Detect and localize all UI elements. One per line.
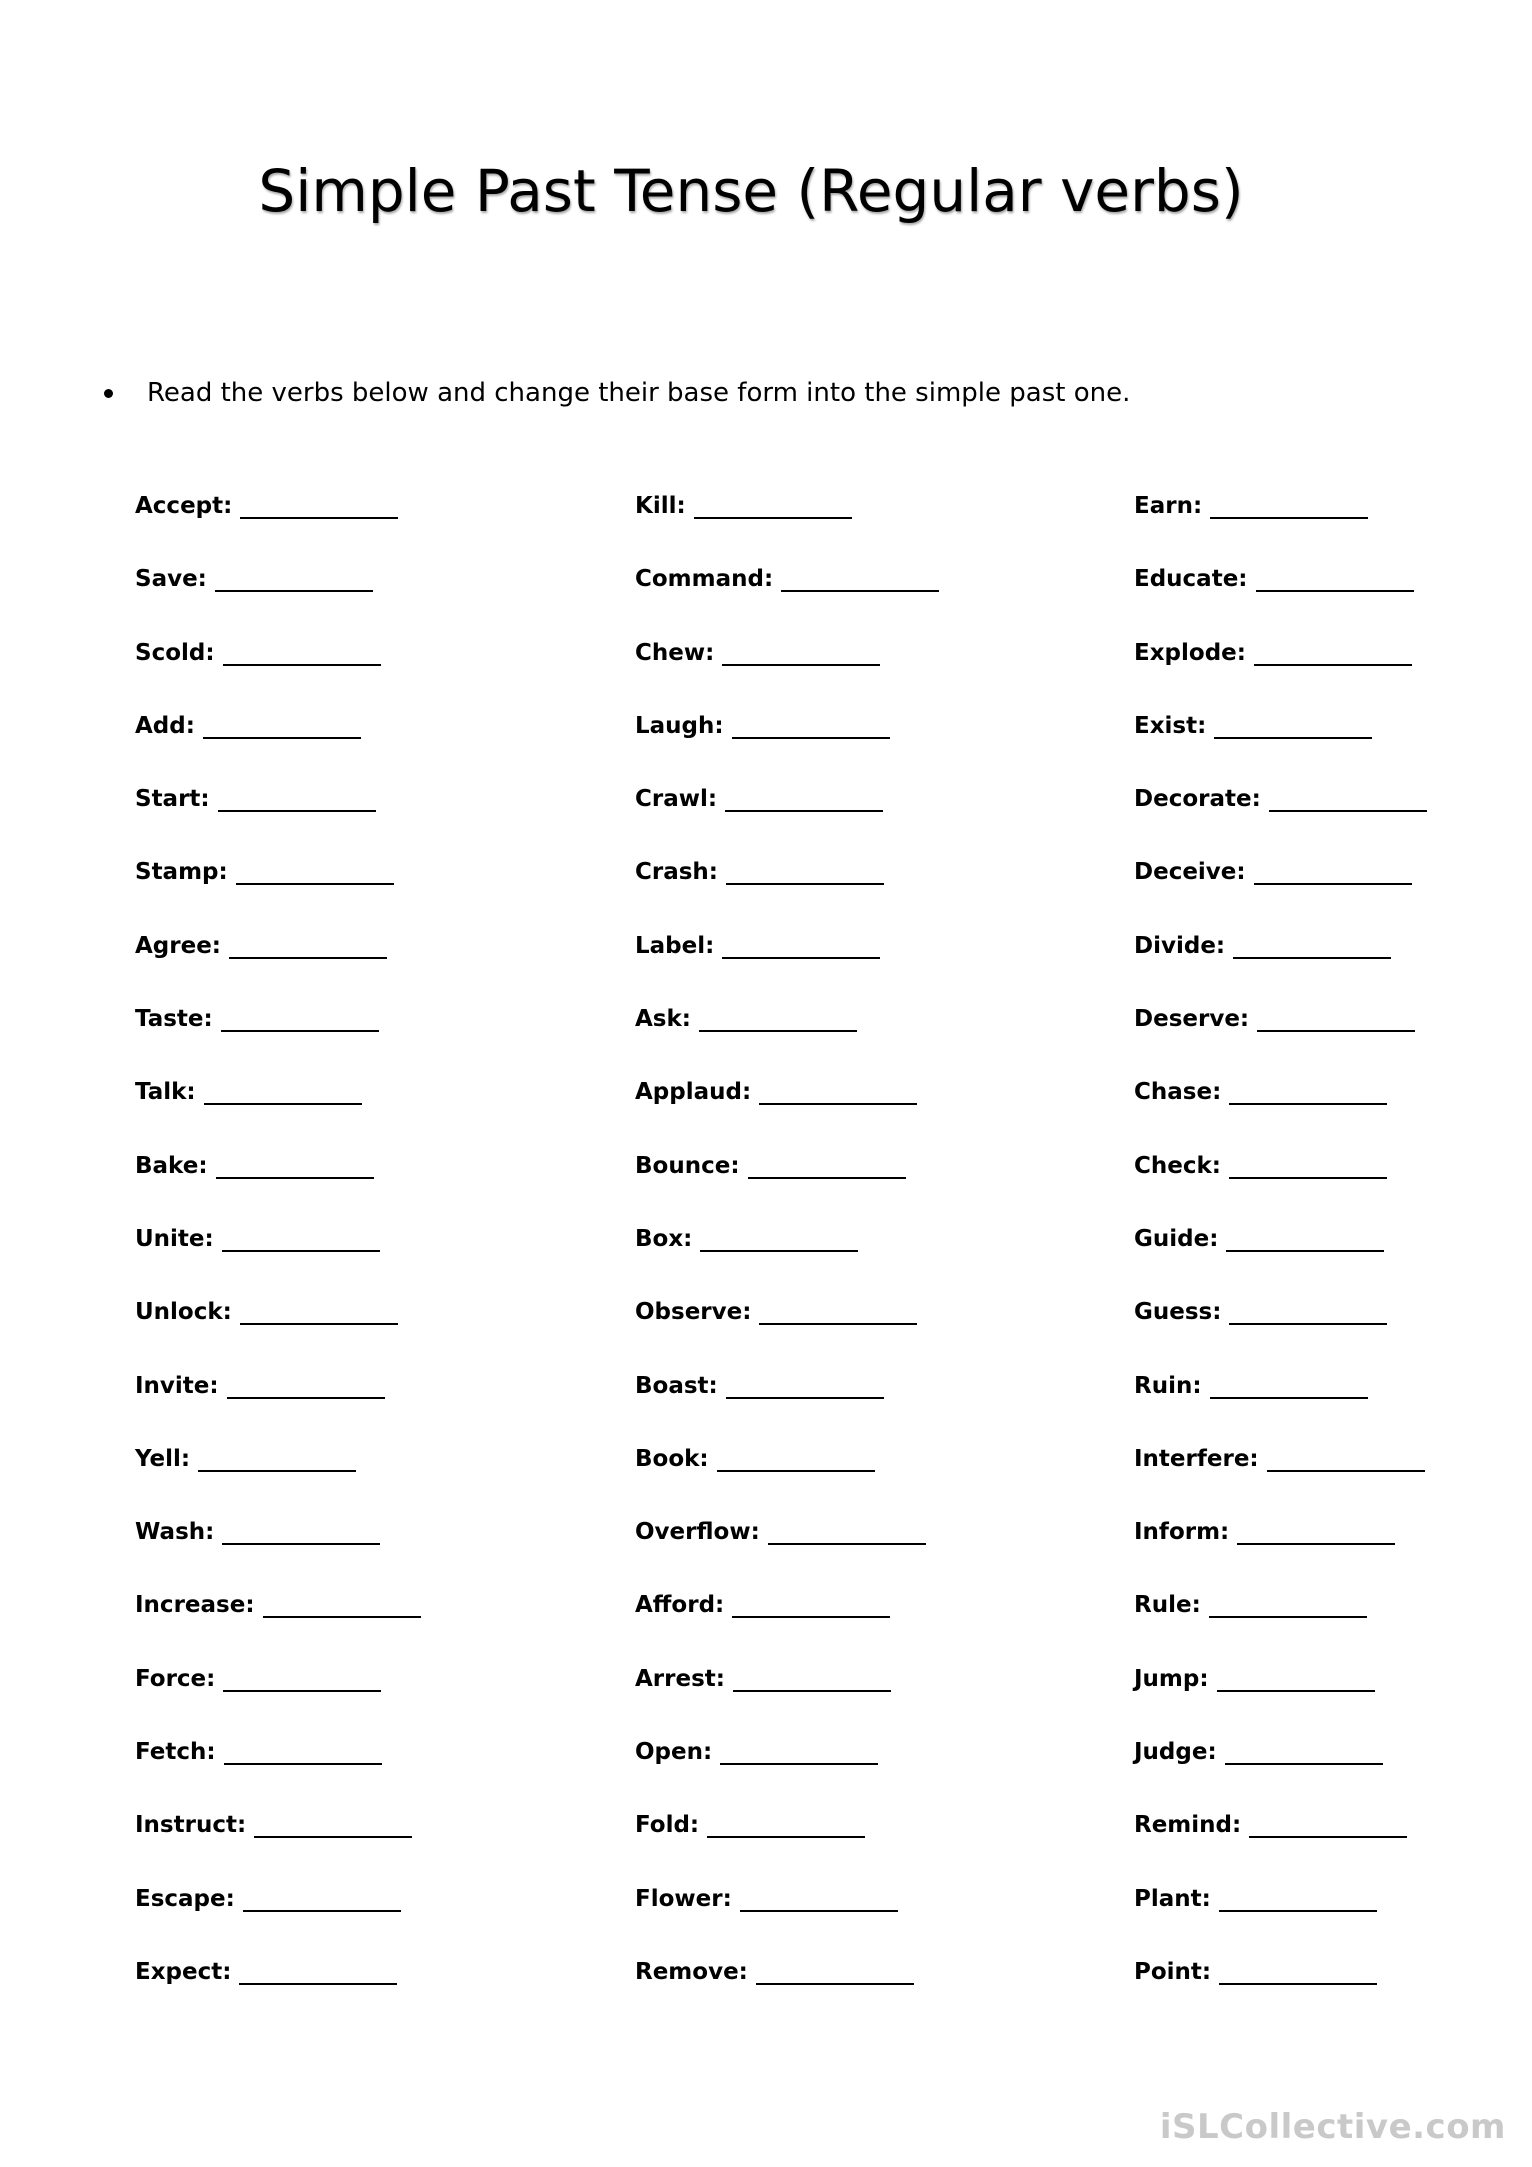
- verb-item: [635, 1372, 939, 1445]
- verb-item: [635, 639, 939, 712]
- verb-label: Stamp:: [135, 859, 228, 886]
- answer-blank[interactable]: [1210, 492, 1368, 519]
- verb-item: [135, 565, 421, 638]
- verb-item: [635, 932, 939, 1005]
- verb-label: Label:: [635, 932, 715, 959]
- verb-item: [635, 1591, 939, 1664]
- answer-blank[interactable]: [240, 1298, 398, 1325]
- verb-label: Chew:: [635, 639, 715, 666]
- verb-label: Explode:: [1134, 639, 1246, 666]
- verb-item: [635, 492, 939, 565]
- verb-item: [635, 565, 939, 638]
- verb-item: [135, 785, 421, 858]
- verb-label: Invite:: [135, 1372, 219, 1399]
- verb-label: Wash:: [135, 1519, 215, 1546]
- answer-blank[interactable]: [239, 1958, 397, 1985]
- instruction-item: [104, 378, 1130, 408]
- verb-item: [635, 1738, 939, 1811]
- verb-label: Remind:: [1134, 1812, 1242, 1839]
- verb-label: Bake:: [135, 1152, 208, 1179]
- verb-column-1: [135, 492, 421, 2031]
- answer-blank[interactable]: [1229, 1078, 1387, 1105]
- verb-label: Chase:: [1134, 1079, 1222, 1106]
- verb-item: [135, 1372, 421, 1445]
- answer-blank[interactable]: [726, 1372, 884, 1399]
- verb-column-2: [635, 492, 939, 2031]
- verb-label: Unlock:: [135, 1299, 232, 1326]
- answer-blank[interactable]: [781, 565, 939, 592]
- verb-label: Remove:: [635, 1958, 748, 1985]
- answer-blank[interactable]: [1254, 858, 1412, 885]
- verb-label: Educate:: [1134, 566, 1248, 593]
- verb-item: [135, 712, 421, 785]
- verb-label: Agree:: [135, 932, 222, 959]
- answer-blank[interactable]: [222, 1518, 380, 1545]
- answer-blank[interactable]: [700, 1225, 858, 1252]
- answer-blank[interactable]: [203, 712, 361, 739]
- answer-blank[interactable]: [236, 858, 394, 885]
- verb-item: [135, 858, 421, 931]
- verb-label: Boast:: [635, 1372, 718, 1399]
- answer-blank[interactable]: [722, 639, 880, 666]
- answer-blank[interactable]: [1219, 1958, 1377, 1985]
- verb-label: Start:: [135, 786, 210, 813]
- answer-blank[interactable]: [1237, 1518, 1395, 1545]
- verb-item: [1134, 1738, 1427, 1811]
- answer-blank[interactable]: [768, 1518, 926, 1545]
- verb-item: [135, 1885, 421, 1958]
- verb-label: Applaud:: [635, 1079, 752, 1106]
- answer-blank[interactable]: [224, 1738, 382, 1765]
- answer-blank[interactable]: [204, 1078, 362, 1105]
- answer-blank[interactable]: [221, 1005, 379, 1032]
- answer-blank[interactable]: [254, 1811, 412, 1838]
- verb-item: [1134, 1811, 1427, 1884]
- verb-label: Jump:: [1134, 1665, 1209, 1692]
- answer-blank[interactable]: [1214, 712, 1372, 739]
- answer-blank[interactable]: [1210, 1372, 1368, 1399]
- verb-item: [635, 1811, 939, 1884]
- answer-blank[interactable]: [707, 1811, 865, 1838]
- verb-item: [135, 1958, 421, 2031]
- verb-item: [135, 639, 421, 712]
- verb-item: [135, 1005, 421, 1078]
- verb-label: Judge:: [1134, 1739, 1217, 1766]
- verb-label: Guess:: [1134, 1299, 1222, 1326]
- verb-item: [1134, 1225, 1427, 1298]
- answer-blank[interactable]: [722, 932, 880, 959]
- verb-column-3: [1134, 492, 1427, 2031]
- verb-item: [1134, 1372, 1427, 1445]
- answer-blank[interactable]: [229, 932, 387, 959]
- verb-label: Increase:: [135, 1592, 255, 1619]
- verb-label: Escape:: [135, 1885, 235, 1912]
- answer-blank[interactable]: [215, 565, 373, 592]
- verb-label: Rule:: [1134, 1592, 1201, 1619]
- answer-blank[interactable]: [725, 785, 883, 812]
- verb-item: [135, 1665, 421, 1738]
- verb-label: Earn:: [1134, 493, 1203, 519]
- verb-label: Add:: [135, 712, 195, 739]
- verb-label: Box:: [635, 1225, 693, 1252]
- answer-blank[interactable]: [1233, 932, 1391, 959]
- verb-item: [635, 1958, 939, 2031]
- verb-label: Exist:: [1134, 712, 1207, 739]
- verb-label: Crawl:: [635, 786, 718, 813]
- verb-item: [1134, 1885, 1427, 1958]
- verb-item: [1134, 858, 1427, 931]
- answer-blank[interactable]: [223, 1665, 381, 1692]
- verb-item: [635, 1225, 939, 1298]
- answer-blank[interactable]: [223, 639, 381, 666]
- verb-label: Interfere:: [1134, 1445, 1259, 1472]
- verb-label: Unite:: [135, 1225, 214, 1252]
- verb-item: [1134, 565, 1427, 638]
- answer-blank[interactable]: [748, 1152, 906, 1179]
- answer-blank[interactable]: [1217, 1665, 1375, 1692]
- verb-label: Talk:: [135, 1079, 196, 1106]
- watermark-text: iSLCollective.com: [1159, 2107, 1506, 2147]
- verb-label: Ask:: [635, 1006, 691, 1033]
- verb-label: Observe:: [635, 1299, 752, 1326]
- answer-blank[interactable]: [243, 1885, 401, 1912]
- verb-item: [135, 1078, 421, 1151]
- verb-item: [635, 1665, 939, 1738]
- verb-item: [635, 712, 939, 785]
- answer-blank[interactable]: [699, 1005, 857, 1032]
- verb-item: [1134, 1591, 1427, 1664]
- verb-item: [1134, 1005, 1427, 1078]
- answer-blank[interactable]: [720, 1738, 878, 1765]
- verb-item: [135, 1225, 421, 1298]
- verb-label: Check:: [1134, 1152, 1221, 1179]
- answer-blank[interactable]: [1226, 1225, 1384, 1252]
- verb-item: [1134, 492, 1427, 565]
- answer-blank[interactable]: [726, 858, 884, 885]
- answer-blank[interactable]: [216, 1152, 374, 1179]
- instruction-text: Read the verbs below and change their base form into the simple past one.: [147, 378, 1131, 408]
- verb-item: [1134, 1152, 1427, 1225]
- answer-blank[interactable]: [218, 785, 376, 812]
- answer-blank[interactable]: [227, 1372, 385, 1399]
- answer-blank[interactable]: [1229, 1152, 1387, 1179]
- verb-label: Arrest:: [635, 1665, 725, 1692]
- verb-label: Deceive:: [1134, 859, 1246, 886]
- verb-label: Fold:: [635, 1812, 700, 1839]
- verb-label: Accept:: [135, 493, 233, 519]
- verb-label: Guide:: [1134, 1225, 1219, 1252]
- answer-blank[interactable]: [717, 1445, 875, 1472]
- verb-item: [135, 1591, 421, 1664]
- verb-label: Save:: [135, 566, 207, 593]
- verb-item: [135, 492, 421, 565]
- answer-blank[interactable]: [732, 712, 890, 739]
- verb-label: Laugh:: [635, 712, 724, 739]
- answer-blank[interactable]: [694, 492, 852, 519]
- verb-item: [635, 1005, 939, 1078]
- verb-label: Ruin:: [1134, 1372, 1202, 1399]
- verb-item: [635, 1152, 939, 1225]
- verb-label: Expect:: [135, 1958, 232, 1985]
- answer-blank[interactable]: [1256, 565, 1414, 592]
- answer-blank[interactable]: [1249, 1811, 1407, 1838]
- verb-item: [1134, 1445, 1427, 1518]
- bullet-icon: [104, 389, 113, 398]
- answer-blank[interactable]: [756, 1958, 914, 1985]
- verb-item: [1134, 1078, 1427, 1151]
- verb-item: [135, 1152, 421, 1225]
- verb-item: [1134, 639, 1427, 712]
- answer-blank[interactable]: [222, 1225, 380, 1252]
- answer-blank[interactable]: [240, 492, 398, 519]
- answer-blank[interactable]: [759, 1078, 917, 1105]
- verb-item: [1134, 1518, 1427, 1591]
- verb-label: Yell:: [135, 1445, 191, 1472]
- answer-blank[interactable]: [1225, 1738, 1383, 1765]
- answer-blank[interactable]: [1219, 1885, 1377, 1912]
- answer-blank[interactable]: [732, 1591, 890, 1618]
- answer-blank[interactable]: [263, 1591, 421, 1618]
- verb-label: Deserve:: [1134, 1006, 1250, 1033]
- verb-item: [1134, 712, 1427, 785]
- verb-item: [135, 932, 421, 1005]
- verb-label: Crash:: [635, 859, 719, 886]
- verb-label: Flower:: [635, 1885, 732, 1912]
- verb-item: [635, 858, 939, 931]
- verb-label: Overflow:: [635, 1519, 760, 1546]
- verb-label: Point:: [1134, 1958, 1212, 1985]
- verb-label: Open:: [635, 1739, 713, 1766]
- verb-label: Force:: [135, 1665, 216, 1692]
- verb-label: Scold:: [135, 639, 215, 666]
- verb-label: Command:: [635, 566, 774, 593]
- verb-label: Book:: [635, 1445, 709, 1472]
- answer-blank[interactable]: [759, 1298, 917, 1325]
- verb-item: [135, 1518, 421, 1591]
- answer-blank[interactable]: [1269, 785, 1427, 812]
- verb-item: [1134, 1665, 1427, 1738]
- answer-blank[interactable]: [1254, 639, 1412, 666]
- verb-label: Fetch:: [135, 1739, 216, 1766]
- verb-item: [135, 1445, 421, 1518]
- verb-item: [635, 785, 939, 858]
- verb-label: Afford:: [635, 1592, 725, 1619]
- verb-label: Instruct:: [135, 1812, 247, 1839]
- verb-label: Divide:: [1134, 932, 1226, 959]
- verb-label: Taste:: [135, 1006, 213, 1033]
- answer-blank[interactable]: [740, 1885, 898, 1912]
- answer-blank[interactable]: [198, 1445, 356, 1472]
- verb-item: [1134, 932, 1427, 1005]
- verb-item: [635, 1518, 939, 1591]
- verb-item: [1134, 785, 1427, 858]
- verb-label: Inform:: [1134, 1519, 1230, 1546]
- answer-blank[interactable]: [1209, 1591, 1367, 1618]
- verb-item: [1134, 1958, 1427, 2031]
- verb-item: [135, 1811, 421, 1884]
- answer-blank[interactable]: [1267, 1445, 1425, 1472]
- verb-item: [1134, 1298, 1427, 1371]
- answer-blank[interactable]: [1257, 1005, 1415, 1032]
- verb-item: [635, 1298, 939, 1371]
- answer-blank[interactable]: [1229, 1298, 1387, 1325]
- verb-item: [135, 1298, 421, 1371]
- answer-blank[interactable]: [733, 1665, 891, 1692]
- page-title: Simple Past Tense (Regular verbs): [258, 157, 1244, 225]
- verb-item: [635, 1885, 939, 1958]
- verb-item: [635, 1445, 939, 1518]
- verb-label: Kill:: [635, 493, 686, 519]
- verb-label: Bounce:: [635, 1152, 740, 1179]
- verb-item: [635, 1078, 939, 1151]
- verb-label: Decorate:: [1134, 786, 1261, 813]
- verb-item: [135, 1738, 421, 1811]
- verb-label: Plant:: [1134, 1885, 1211, 1912]
